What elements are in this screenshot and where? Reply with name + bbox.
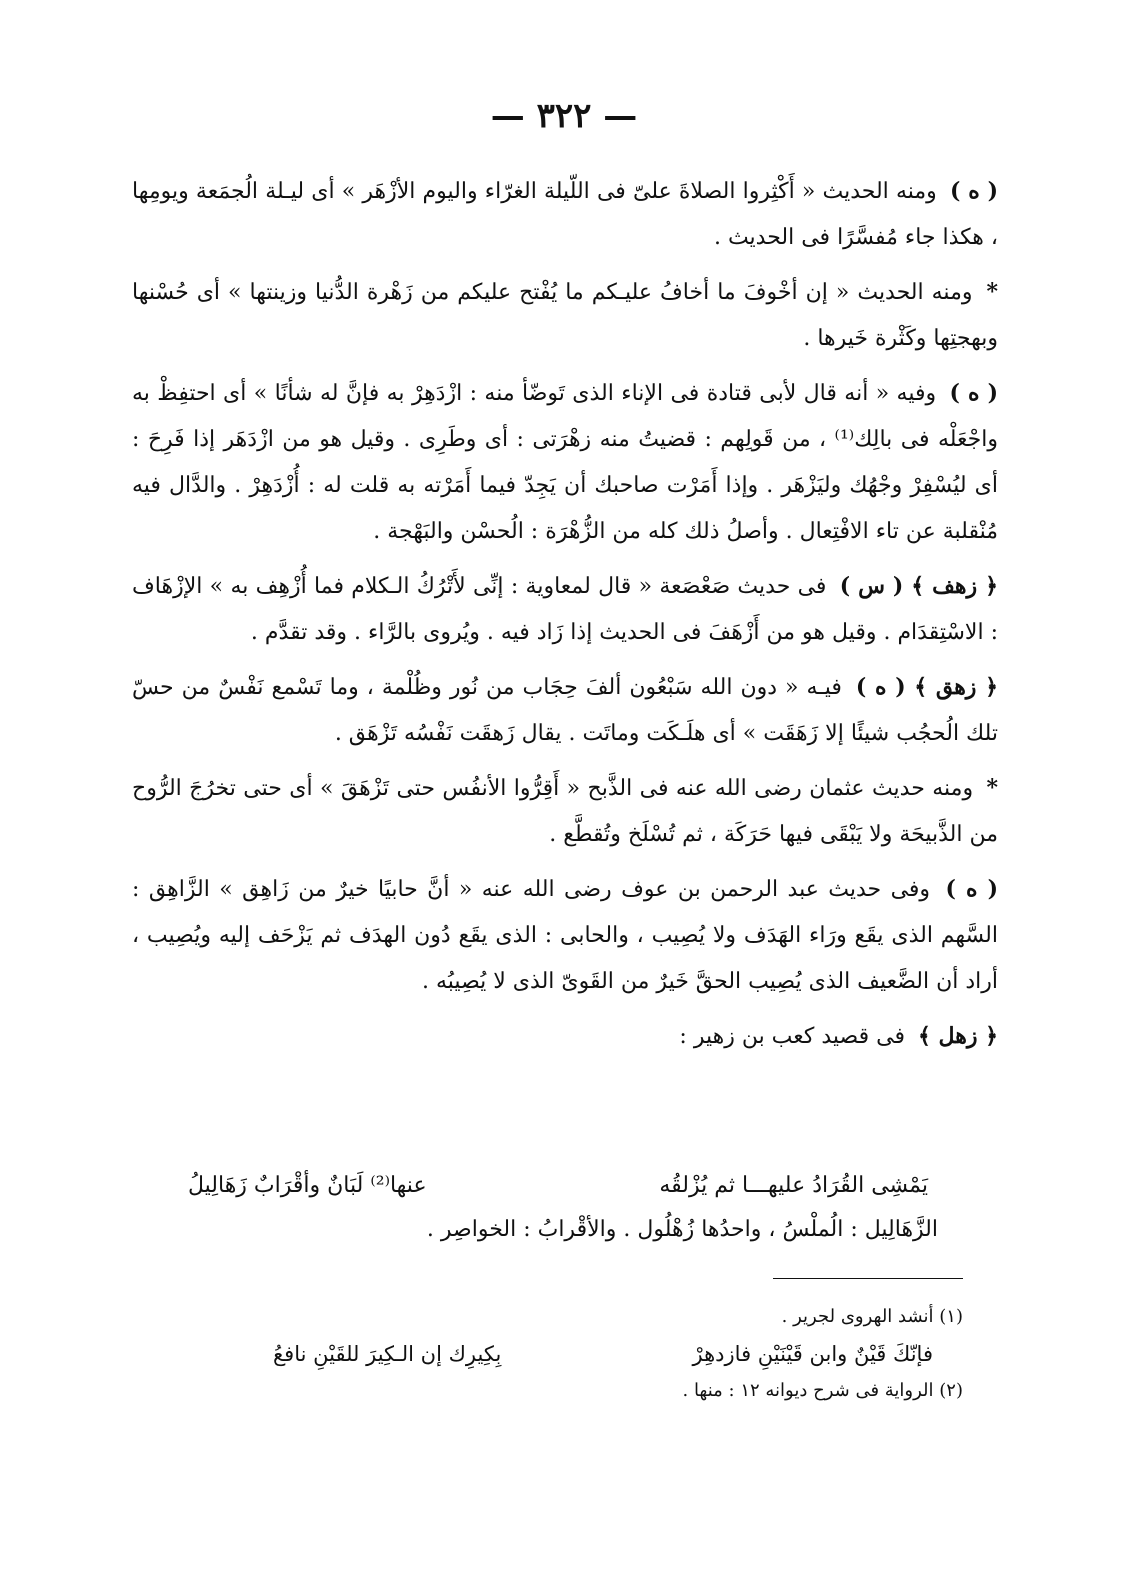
entry-heading: ﴿ زهق ﴾ ( ه ) bbox=[855, 674, 998, 700]
page-number: — ٣٢٢ — bbox=[490, 96, 638, 136]
paragraph-text: وفيه « أنه قال لأبى قتادة فى الإناء الذى تَوضّأ منه : ازْدَهِرْ به فإنَّ له شأنًا » أى احتفِظْ به واجْعَلْه فى بالِك⁽¹⁾ ، من قَولِهم : قضيتُ منه زهْرَتى : أى وطَرِى . وقيل هو من ازْدَهَر إذا فَرِحَ : أى ليُسْفِرْ وجْهُك وليَزْهَر . وإذا أَمَرْت صاحبك أن يَجِدّ فيما أَمَرْته به قلت له : أُزْدَهِرْ . والدَّال فيه مُنْقلبة عن تاء الافْتِعال . وأصلُ ذلك كله من الزُّهْرَة : الُحسْن والبَهْجة . bbox=[132, 381, 998, 544]
paragraph-text: ومنه حديث عثمان رضى الله عنه فى الذَّبح « أَقِرُّوا الأنفُس حتى تَزْهَقَ » أى حتى تخرُجَ الرُّوح من الذَّبيحَة ولا يَبْقَى فيها حَرَكَة ، ثم تُسْلَخ وتُقطَّع . bbox=[132, 776, 998, 847]
footnote-divider bbox=[773, 1278, 963, 1279]
entry-heading: ﴿ زهف ﴾ ( س ) bbox=[839, 573, 998, 599]
paragraph-2 bbox=[132, 269, 998, 362]
source-marker: ( ه ) bbox=[949, 178, 998, 204]
paragraph-text: وفى حديث عبد الرحمن بن عوف رضى الله عنه « أنَّ حابيًا خيرٌ من زَاهِق » الزَّاهِق : السَّهم الذى يقَع ورَاء الهَدَف ولا يُصِيب ، والحابى : الذى يقَع دُون الهدَف ثم يَزْحَف إليه ويُصِيب ، أراد أن الضَّعيف الذى يُصِيب الحقَّ خَيرٌ من القَوىّ الذى لا يُصِيبُه . bbox=[132, 877, 998, 994]
footnote-2: (٢) الرواية فى شرح ديوانه ١٢ : منها . bbox=[682, 1380, 963, 1401]
footnote-verse-hemistich-2: بِكِيرِك إن الـكِيرَ للقَيْنِ نافعُ bbox=[273, 1342, 502, 1366]
footnote-verse-hemistich-1: فإنّكَ قَيْنٌ وابن قَيْنَيْنِ فازدهِرْ bbox=[692, 1342, 933, 1366]
source-marker: ( ه ) bbox=[949, 380, 998, 406]
paragraph-text: فى حديث صَعْصَعة « قال لمعاوية : إنِّى لأَتْرُكُ الـكلام فما أُزْهِف به » الإزْهَاف : الاسْتِقدَام . وقيل هو من أَزْهَفَ فى الحديث إذا زَاد فيه . ويُروى بالرَّاء . وقد تقدَّم . bbox=[132, 574, 998, 645]
paragraph-text: ومنه الحديث « إن أخْوفَ ما أخافُ عليـكم ما يُفْتح عليكم من زَهْرة الدُّنيا وزينتها » أى حُسْنها وبهجتِها وكَثْرة خَيرها . bbox=[132, 280, 998, 351]
main-text bbox=[132, 168, 998, 1068]
verse-explanation: الزَّهَالِيل : الُملْسُ ، واحدُها زُهْلُول . والأقْرابُ : الخواصِر . bbox=[426, 1217, 938, 1242]
entry-zahaf bbox=[132, 563, 998, 656]
verse-hemistich-2: عنها⁽²⁾ لَبَانٌ وأقْرَابٌ زَهَالِيلُ bbox=[188, 1173, 427, 1198]
footnote-1-verse bbox=[273, 1334, 933, 1374]
paragraph-text: فى قصيد كعب بن زهير : bbox=[679, 1024, 905, 1049]
paragraph-text: ومنه الحديث « أَكْثِروا الصلاةَ علىّ فى اللّيلة الغرّاء واليوم الأزْهَر » أى ليـلة الُجمَعة ويومِها ، هكذا جاء مُفسَّرًا فى الحديث . bbox=[132, 179, 998, 250]
entry-heading: ﴿ زهل ﴾ bbox=[918, 1023, 998, 1049]
poem-verse bbox=[188, 1166, 928, 1206]
entry-zahal bbox=[132, 1013, 998, 1060]
paragraph-3 bbox=[132, 370, 998, 555]
footnote-1-intro: (١) أنشد الهروى لجرير . bbox=[781, 1306, 963, 1327]
verse-hemistich-1: يَمْشِى القُرَادُ عليهـــا ثم يُزْلقُه bbox=[659, 1173, 928, 1198]
paragraph-7 bbox=[132, 866, 998, 1005]
paragraph-text: فيـه « دون الله سَبْعُون ألفَ حِجَاب من نُور وظُلْمة ، وما تَسْمع نَفْسٌ من حسّ تلك الُحجُب شيئًا إلا زَهَقَت » أى هلَـكَت وماتَت . يقال زَهقَت نَفْسُه تَزْهَق . bbox=[132, 675, 998, 746]
source-marker: * bbox=[986, 775, 998, 801]
footnotes bbox=[143, 1300, 963, 1408]
source-marker: ( ه ) bbox=[945, 876, 998, 902]
paragraph-1 bbox=[132, 168, 998, 261]
entry-zahaq bbox=[132, 664, 998, 757]
paragraph-6 bbox=[132, 765, 998, 858]
source-marker: * bbox=[986, 279, 999, 305]
